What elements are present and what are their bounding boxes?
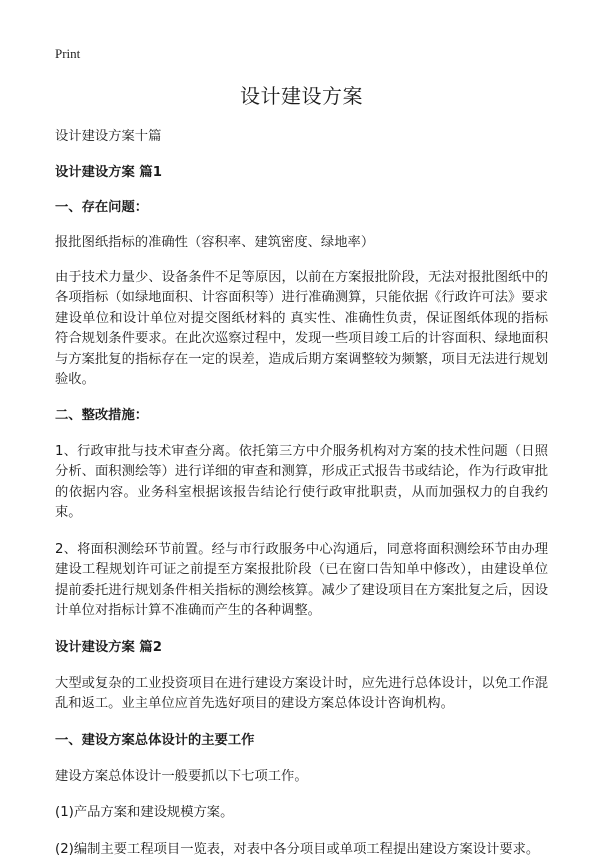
measure-paragraph-1: 1、行政审批与技术审查分离。依托第三方中介服务机构对方案的技术性问题（日照分析、面积测绘等）进行详细的审查和测算，形成正式报告书或结论，作为行政审批的依据内容。业务科室根据该报告结论行使行政审批职责，从而加强权力的自我约束。 xyxy=(55,442,548,524)
part1-heading: 设计建设方案 篇1 xyxy=(55,163,548,183)
part2-intro-paragraph: 大型或复杂的工业投资项目在进行建设方案设计时，应先进行总体设计，以免工作混乱和返工。业主单位应首先选好项目的建设方案总体设计咨询机构。 xyxy=(55,674,548,715)
indicator-line: 报批图纸指标的准确性（容积率、建筑密度、绿地率） xyxy=(55,233,548,254)
measure-paragraph-2: 2、将面积测绘环节前置。经与市行政服务中心沟通后，同意将面积测绘环节由办理建设工程规划许可证之前提至方案报批阶段（已在窗口告知单中修改），由建设单位提前委托进行规划条件相关指标的测绘核算。减少了建设项目在方案批复之后，因设计单位对指标计算不准确而产生的各种调整。 xyxy=(55,540,548,622)
list-item: (1)产品方案和建设规模方案。 xyxy=(55,803,548,824)
seven-items-paragraph: 建设方案总体设计一般要抓以下七项工作。 xyxy=(55,767,548,788)
part2-heading: 设计建设方案 篇2 xyxy=(55,638,548,658)
problem-heading: 一、存在问题： xyxy=(55,198,548,218)
problem-paragraph: 由于技术力量少、设备条件不足等原因，以前在方案报批阶段，无法对报批图纸中的各项指标（如绿地面积、计容面积等）进行准确测算，只能依据《行政许可法》要求建设单位和设计单位对提交图纸材料的 真实性、准确性负责，保证图纸体现的指标符合规划条件要求。在此次巡察过程中，发现一些项目竣工后的计容面积、绿地面积与方案批复的指标存在一定的误差，造成后期方案调整较为频繁，项目无法进行规划验收。 xyxy=(55,268,548,391)
page-title: 设计建设方案 xyxy=(55,82,548,110)
print-link[interactable]: Print xyxy=(55,44,80,64)
list-item: (2)编制主要工程项目一览表，对表中各分项目或单项工程提出建设方案设计要求。 xyxy=(55,840,548,860)
document-subtitle: 设计建设方案十篇 xyxy=(55,127,548,147)
main-work-heading: 一、建设方案总体设计的主要工作 xyxy=(55,731,548,751)
measures-heading: 二、整改措施： xyxy=(55,406,548,426)
